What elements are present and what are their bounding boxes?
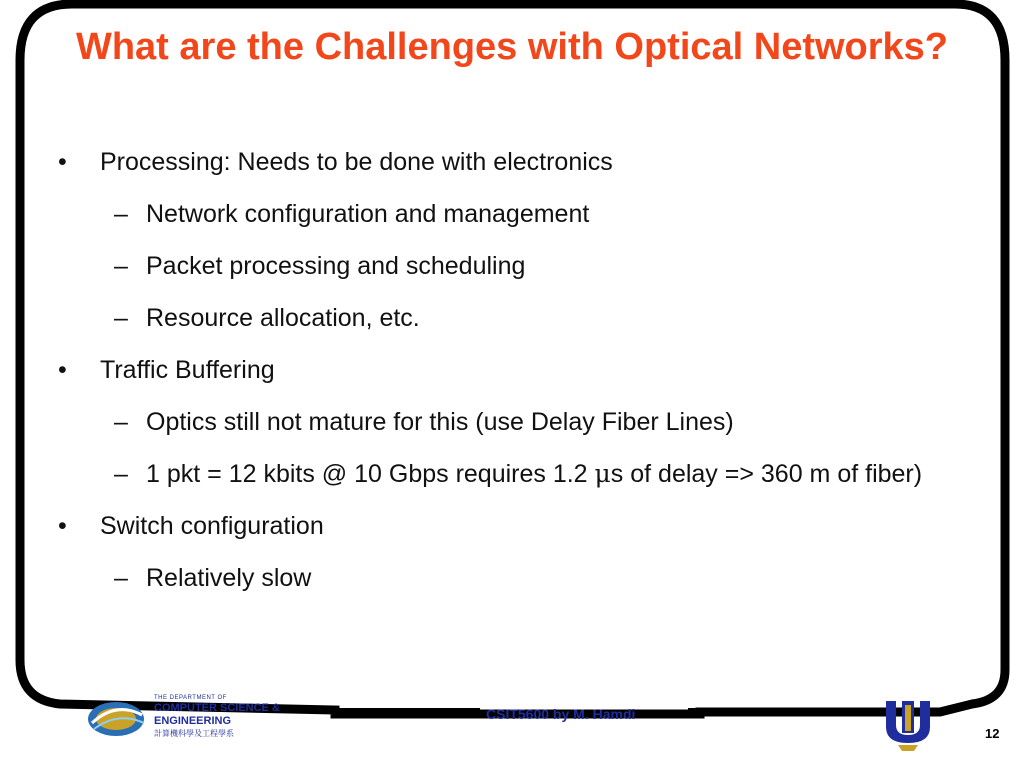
bullet-marker: • [58,148,67,176]
bullet-item [58,146,938,178]
university-logo-icon [882,695,934,751]
bullet-text: Switch configuration [100,512,324,540]
sub-bullet-text-part2: s of delay => 360 m of fiber) [610,460,923,488]
sub-bullet-item [58,198,938,230]
sub-bullet-item [58,250,938,282]
sub-bullet-text-part1: 1 pkt = 12 kbits @ 10 Gbps requires 1.2 [146,460,595,488]
mu-symbol: μ [594,459,611,488]
page-number: 12 [985,726,1000,741]
sub-bullet-text: Resource allocation, etc. [146,304,420,332]
cse-emblem-icon [84,693,150,743]
bullet-item [58,354,938,386]
bullet-marker: • [58,356,67,384]
logo-line-1: THE DEPARTMENT OF [154,695,227,701]
dash-marker: – [114,252,128,280]
sub-bullet-item [58,562,938,594]
dash-marker: – [114,408,128,436]
logo-line-3: ENGINEERING [154,715,232,727]
logo-line-2: COMPUTER SCIENCE & [154,702,280,714]
bullet-marker: • [58,512,67,540]
sub-bullet-text: Packet processing and scheduling [146,252,526,280]
sub-bullet-text: Optics still not mature for this (use Delay Fiber Lines) [146,408,734,436]
bullet-item [58,510,938,542]
bullet-list [58,146,938,614]
sub-bullet-text: Relatively slow [146,564,312,592]
department-logo [84,693,314,745]
bullet-text: Traffic Buffering [100,356,275,384]
sub-bullet-text: Network configuration and management [146,200,590,228]
dash-marker: – [114,304,128,332]
dash-marker: – [114,200,128,228]
logo-line-4: 計算機科學及工程學系 [154,729,234,738]
dash-marker: – [114,460,128,488]
dash-marker: – [114,564,128,592]
footer-course: CSIT5600 by M. Hamdi [486,706,636,722]
sub-bullet-item [58,302,938,334]
slide-title: What are the Challenges with Optical Networks? [75,26,949,68]
sub-bullet-item [58,406,938,438]
bullet-text: Processing: Needs to be done with electronics [100,148,613,176]
sub-bullet-item [58,458,938,490]
